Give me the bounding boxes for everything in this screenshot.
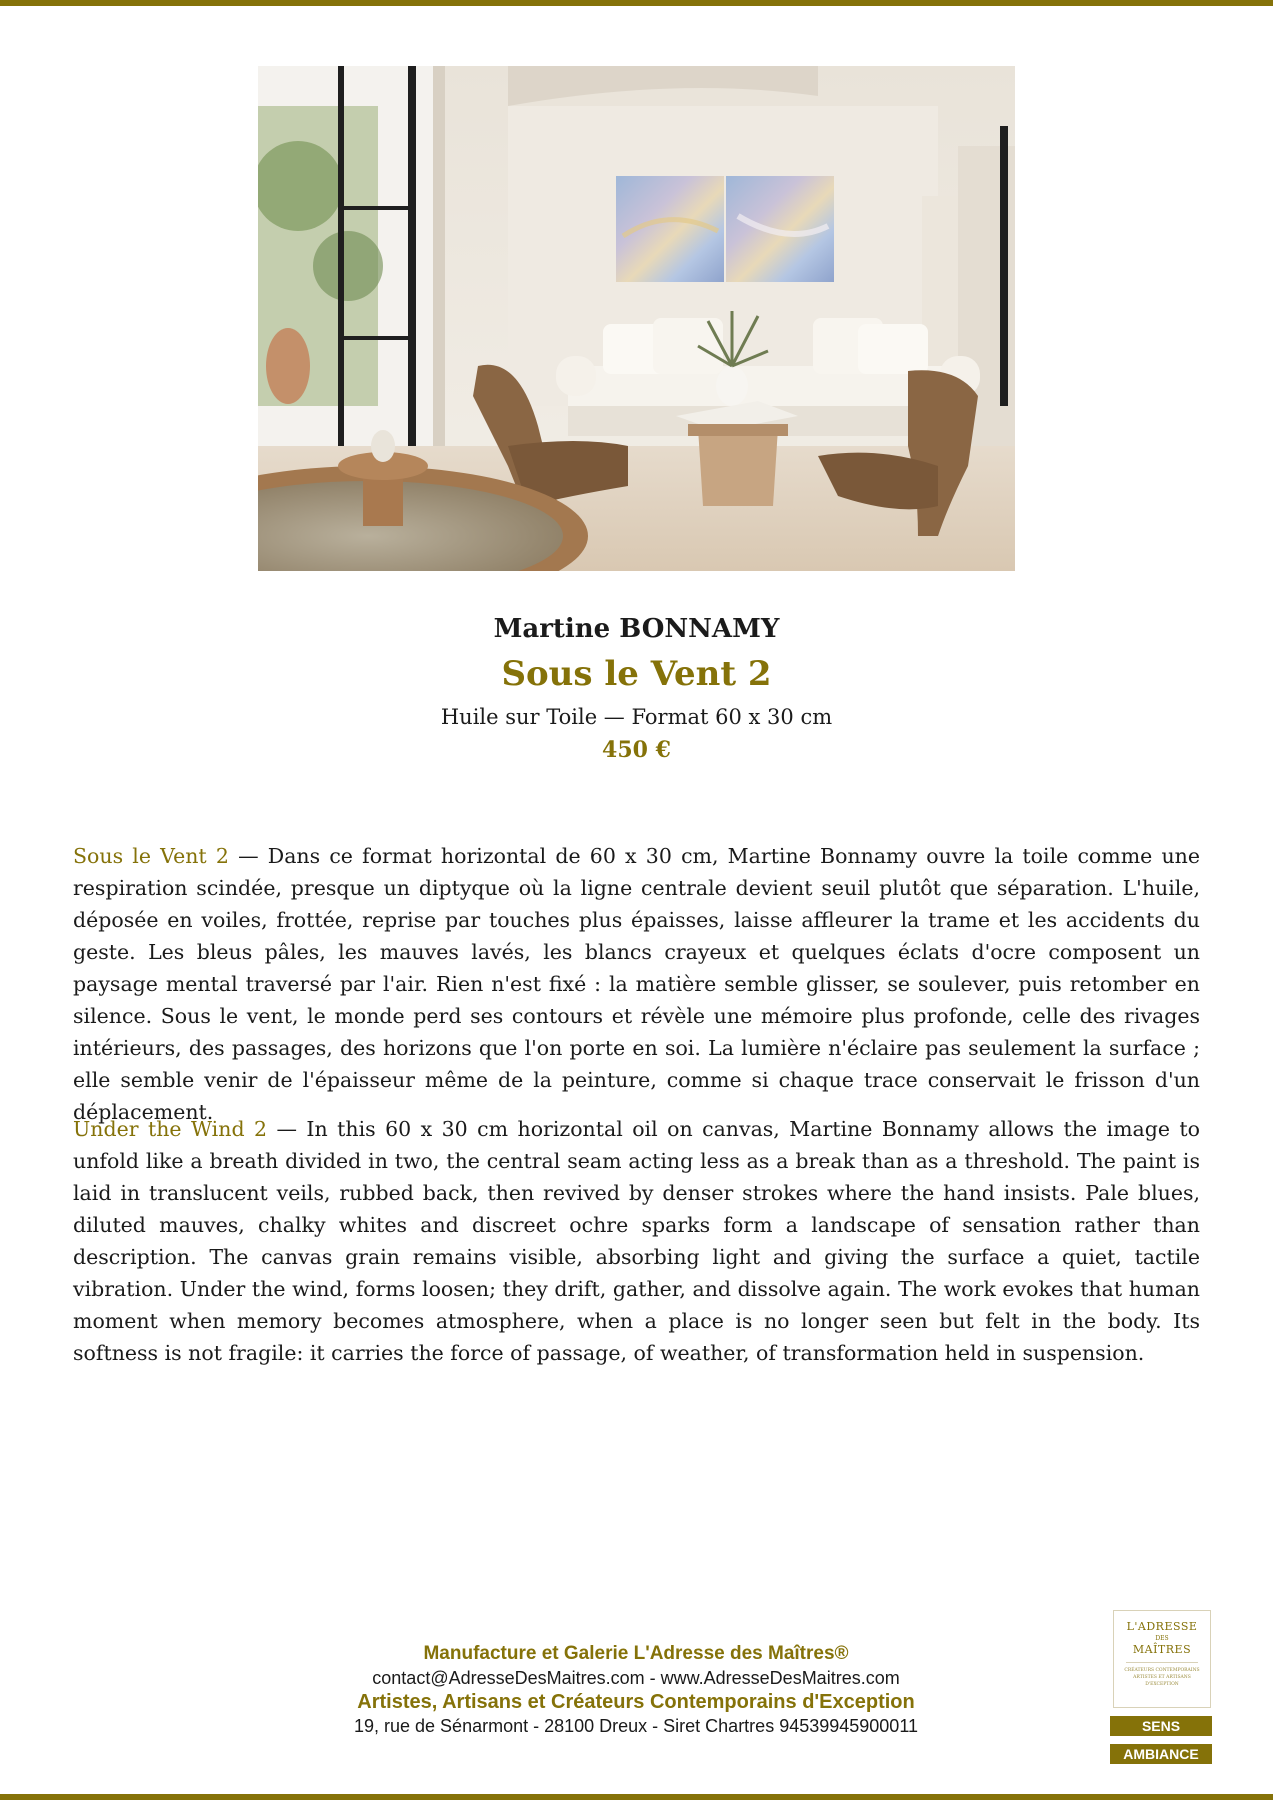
logo-line-2: DES: [1155, 1635, 1169, 1642]
description-french: [73, 840, 1200, 1128]
logo-subtitle: CRÉATEURS CONTEMPORAINS ARTISTES ET ARTISANS D'EXCEPTION: [1124, 1668, 1200, 1687]
bottom-accent-bar: [0, 1794, 1273, 1800]
description-english: [73, 1113, 1200, 1369]
artwork-medium: Huile sur Toile — Format 60 x 30 cm: [440, 705, 833, 729]
footer-gallery-name: Manufacture et Galerie L'Adresse des Maîtres®: [423, 1643, 849, 1664]
artist-name: Martine BONNAMY: [493, 614, 780, 644]
description-english-text: — In this 60 x 30 cm horizontal oil on canvas, Martine Bonnamy allows the image to unfold like a breath divided in two, the central seam acting less as a break than as a threshold. The paint is laid in translucent veils, rubbed back, then revived by denser strokes where the hand insists. Pale blues, diluted mauves, chalky whites and discreet ochre sparks form a landscape of sensation rather than description. The canvas grain remains visible, absorbing light and giving the surface a quiet, tactile vibration. Under the wind, forms loosen; they drift, gather, and dissolve again. The work evokes that human moment when memory becomes atmosphere, when a place is no longer seen but felt in the body. Its softness is not fragile: it carries the force of passage, of weather, of transformation held in suspension.: [73, 1117, 1201, 1365]
logo-line-1: L'ADRESSE: [1126, 1620, 1198, 1633]
footer-address: 19, rue de Sénarmont - 28100 Dreux - Siret Chartres 94539945900011: [353, 1716, 919, 1736]
gallery-footer: [230, 1642, 1042, 1738]
description-french-text: — Dans ce format horizontal de 60 x 30 cm, Martine Bonnamy ouvre la toile comme une respiration scindée, presque un diptyque où la ligne centrale devient seuil plutôt que séparation. L'huile, déposée en voiles, frottée, reprise par touches plus épaisses, laisse affleurer la trame et les accidents du geste. Les bleus pâles, les mauves lavés, les blancs crayeux et quelques éclats d'ocre composent un paysage mental traversé par l'air. Rien n'est fixé : la matière semble glisser, se soulever, puis retomber en silence. Sous le vent, le monde perd ses contours et révèle une mémoire plus profonde, celle des rivages intérieurs, des passages, des horizons que l'on porte en soi. La lumière n'éclaire pas seulement la surface ; elle semble venir de l'épaisseur même de la peinture, comme si chaque trace conservait le frisson d'un déplacement.: [73, 844, 1200, 1124]
footer-contact: contact@AdresseDesMaitres.com - www.AdresseDesMaitres.com: [372, 1668, 900, 1688]
badge-sens: SENS: [1110, 1716, 1212, 1736]
logo-divider: [1126, 1662, 1198, 1663]
gallery-logo: [1113, 1610, 1211, 1708]
artwork-price: 450 €: [602, 737, 671, 763]
footer-tagline: Artistes, Artisans et Créateurs Contemporains d'Exception: [357, 1691, 915, 1713]
badge-ambiance: AMBIANCE: [1110, 1744, 1212, 1764]
artwork-room-photo: [258, 66, 1015, 571]
description-french-lead: Sous le Vent 2: [73, 844, 229, 868]
artwork-title: Sous le Vent 2: [501, 654, 772, 694]
description-english-lead: Under the Wind 2: [73, 1117, 268, 1141]
top-accent-bar: [0, 0, 1273, 6]
logo-line-3: MAÎTRES: [1132, 1643, 1192, 1656]
